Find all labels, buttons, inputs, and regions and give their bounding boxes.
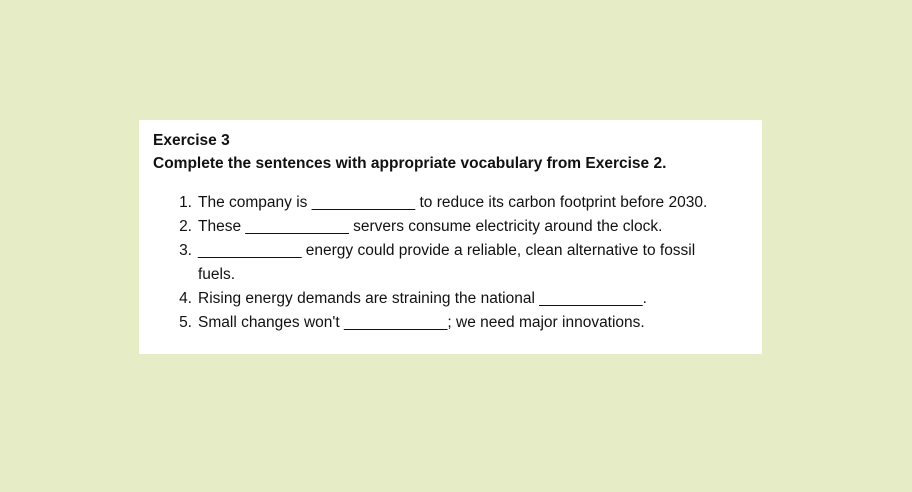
item-number: 2. bbox=[179, 218, 192, 235]
list-item bbox=[153, 311, 748, 335]
list-item bbox=[153, 287, 748, 311]
sentence-list bbox=[153, 191, 748, 335]
item-sentence: Small changes won't ____________; we need major innovations. bbox=[198, 314, 645, 331]
item-number: 3. bbox=[179, 242, 192, 259]
item-sentence: ____________ energy could provide a reliable, clean alternative to fossil fuels. bbox=[198, 242, 696, 283]
item-sentence: Rising energy demands are straining the national ____________. bbox=[198, 290, 647, 307]
item-number: 4. bbox=[179, 290, 192, 307]
item-sentence: The company is ____________ to reduce its carbon footprint before 2030. bbox=[198, 194, 708, 211]
list-item bbox=[153, 191, 748, 215]
item-sentence: These ____________ servers consume electricity around the clock. bbox=[198, 218, 663, 235]
list-item bbox=[153, 239, 748, 287]
list-item bbox=[153, 215, 748, 239]
item-number: 1. bbox=[179, 194, 192, 211]
exercise-card bbox=[139, 120, 762, 354]
item-number: 5. bbox=[179, 314, 192, 331]
exercise-instructions: Complete the sentences with appropriate vocabulary from Exercise 2. bbox=[153, 155, 667, 172]
exercise-title: Exercise 3 bbox=[153, 132, 230, 149]
